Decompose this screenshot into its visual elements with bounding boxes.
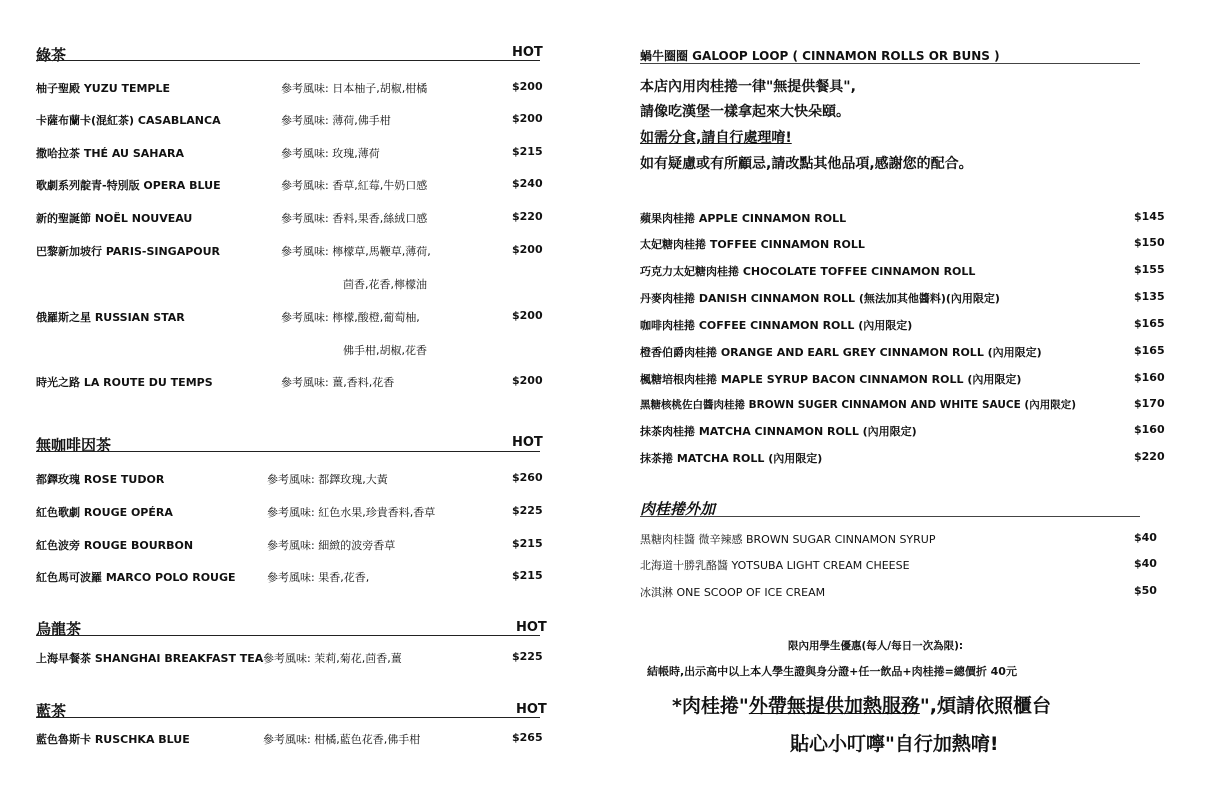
note-line: 如需分食,請自行處理唷! <box>640 130 792 146</box>
menu-item-price: $215 <box>512 537 543 550</box>
takeout-notice-prefix: *肉桂捲" <box>672 695 749 717</box>
menu-item-flavor: 參考風味: 細緻的波旁香草 <box>267 539 396 552</box>
hot-label: HOT <box>516 620 547 635</box>
addon-item-name: 黑糖肉桂醬 微辛辣感 BROWN SUGAR CINNAMON SYRUP <box>640 533 936 546</box>
takeout-notice-line2: 貼心小叮嚀"自行加熱唷! <box>790 733 999 755</box>
roll-item-price: $150 <box>1134 236 1165 249</box>
hot-label: HOT <box>512 45 543 60</box>
roll-item-name: 蘋果肉桂捲 APPLE CINNAMON ROLL <box>640 212 847 225</box>
hot-label: HOT <box>512 435 543 450</box>
menu-item-name: 卡薩布蘭卡(混紅茶) CASABLANCA <box>36 114 221 127</box>
menu-item-name: 新的聖誕節 NOËL NOUVEAU <box>36 212 193 225</box>
menu-item-flavor: 參考風味: 玫瑰,薄荷 <box>281 147 380 160</box>
menu-item-flavor: 參考風味: 紅色水果,珍貴香料,香草 <box>267 506 436 519</box>
menu-item-name: 藍色魯斯卡 RUSCHKA BLUE <box>36 733 190 746</box>
menu-item-price: $215 <box>512 569 543 582</box>
menu-item-flavor: 參考風味: 薑,香料,花香 <box>281 376 395 389</box>
roll-item-name: 楓糖培根肉桂捲 MAPLE SYRUP BACON CINNAMON ROLL (內用限定) <box>640 373 1022 386</box>
takeout-notice-underlined: 外帶無提供加熱服務 <box>748 695 920 717</box>
roll-item-price: $160 <box>1134 371 1165 384</box>
student-offer-title: 限內用學生優惠(每人/每日一次為限): <box>788 640 964 652</box>
menu-item-flavor: 參考風味: 薄荷,佛手柑 <box>281 114 391 127</box>
section-title-addons: 肉桂捲外加 <box>640 500 716 518</box>
menu-item-price: $225 <box>512 504 543 517</box>
menu-item-flavor: 參考風味: 日本柚子,胡椒,柑橘 <box>281 82 428 95</box>
roll-item-name: 太妃糖肉桂捲 TOFFEE CINNAMON ROLL <box>640 238 865 251</box>
addon-item-price: $40 <box>1134 557 1157 570</box>
menu-item-price: $220 <box>512 210 543 223</box>
menu-item-name: 紅色馬可波羅 MARCO POLO ROUGE <box>36 571 236 584</box>
roll-item-price: $170 <box>1134 397 1165 410</box>
section-title-cinnamon-rolls: 蝸牛圈圈 GALOOP LOOP ( CINNAMON ROLLS OR BUNS ) <box>640 49 1000 63</box>
menu-item-flavor: 參考風味: 檸檬,酸橙,葡萄柚, <box>281 311 420 324</box>
takeout-notice-suffix: ",煩請依照櫃台 <box>919 695 1051 717</box>
menu-item-name: 都鐸玫瑰 ROSE TUDOR <box>36 473 165 486</box>
section-rule <box>36 451 540 452</box>
menu-item-name: 撒哈拉茶 THÉ AU SAHARA <box>36 147 184 160</box>
hot-label: HOT <box>516 702 547 717</box>
addon-item-name: 北海道十勝乳酪醬 YOTSUBA LIGHT CREAM CHEESE <box>640 559 910 572</box>
section-rule <box>36 635 540 636</box>
menu-item-flavor: 參考風味: 都鐸玫瑰,大黃 <box>267 473 388 486</box>
menu-item-flavor: 參考風味: 茉莉,菊花,茴香,薑 <box>263 652 402 665</box>
menu-item-name: 巴黎新加坡行 PARIS-SINGAPOUR <box>36 245 221 258</box>
note-line: 本店內用肉桂捲一律"無提供餐具", <box>640 79 856 95</box>
menu-item-name: 紅色波旁 ROUGE BOURBON <box>36 539 194 552</box>
menu-item-flavor: 參考風味: 果香,花香, <box>267 571 370 584</box>
addon-item-price: $40 <box>1134 531 1157 544</box>
roll-item-price: $165 <box>1134 317 1165 330</box>
menu-item-flavor: 參考風味: 檸檬草,馬鞭草,薄荷, <box>281 245 431 258</box>
addon-item-name: 冰淇淋 ONE SCOOP OF ICE CREAM <box>640 586 826 599</box>
section-rule <box>640 63 1140 64</box>
roll-item-name: 黑糖核桃佐白醬肉桂捲 BROWN SUGER CINNAMON AND WHITE SAUCE (內用限定) <box>640 399 1077 411</box>
roll-item-price: $155 <box>1134 263 1165 276</box>
roll-item-name: 抹茶捲 MATCHA ROLL (內用限定) <box>640 452 823 465</box>
roll-item-price: $145 <box>1134 210 1165 223</box>
roll-item-name: 巧克力太妃糖肉桂捲 CHOCOLATE TOFFEE CINNAMON ROLL <box>640 265 976 278</box>
menu-item-price: $200 <box>512 243 543 256</box>
menu-item-flavor-cont: 茴香,花香,檸檬油 <box>343 278 427 291</box>
menu-item-name: 歌劇系列靛青-特別版 OPERA BLUE <box>36 179 221 192</box>
addon-item-price: $50 <box>1134 584 1157 597</box>
menu-item-name: 時光之路 LA ROUTE DU TEMPS <box>36 376 213 389</box>
section-title-green-tea: 綠茶 <box>36 46 67 64</box>
menu-item-flavor: 參考風味: 柑橘,藍色花香,佛手柑 <box>263 733 421 746</box>
section-title-blue-tea: 藍茶 <box>36 702 67 720</box>
roll-item-name: 抹茶肉桂捲 MATCHA CINNAMON ROLL (內用限定) <box>640 425 917 438</box>
menu-item-flavor: 參考風味: 香料,果香,絲絨口感 <box>281 212 428 225</box>
roll-item-price: $165 <box>1134 344 1165 357</box>
menu-item-name: 上海早餐茶 SHANGHAI BREAKFAST TEA <box>36 652 264 665</box>
note-line: 請像吃漢堡一樣拿起來大快朵頤。 <box>640 104 850 120</box>
section-rule <box>36 60 540 61</box>
menu-item-price: $260 <box>512 471 543 484</box>
section-title-oolong-tea: 烏龍茶 <box>36 620 82 638</box>
menu-item-price: $200 <box>512 309 543 322</box>
section-rule <box>36 717 540 718</box>
roll-item-price: $160 <box>1134 423 1165 436</box>
section-title-decaf-tea: 無咖啡因茶 <box>36 436 112 454</box>
menu-item-price: $200 <box>512 374 543 387</box>
roll-item-name: 咖啡肉桂捲 COFFEE CINNAMON ROLL (內用限定) <box>640 319 913 332</box>
menu-item-price: $215 <box>512 145 543 158</box>
roll-item-name: 丹麥肉桂捲 DANISH CINNAMON ROLL (無法加其他醬料)(內用限定) <box>640 292 1000 305</box>
section-rule <box>640 516 1140 517</box>
menu-item-name: 紅色歌劇 ROUGE OPÉRA <box>36 506 173 519</box>
student-offer-text: 結帳時,出示高中以上本人學生證與身分證+任一飲品+肉桂捲=總價折 40元 <box>647 665 1017 678</box>
menu-item-name: 柚子聖殿 YUZU TEMPLE <box>36 82 171 95</box>
menu-item-price: $240 <box>512 177 543 190</box>
roll-item-price: $135 <box>1134 290 1165 303</box>
menu-item-flavor-cont: 佛手柑,胡椒,花香 <box>343 344 427 357</box>
menu-item-flavor: 參考風味: 香草,紅莓,牛奶口感 <box>281 179 428 192</box>
menu-item-name: 俄羅斯之星 RUSSIAN STAR <box>36 311 185 324</box>
takeout-notice-line1 <box>672 691 1051 718</box>
roll-item-name: 橙香伯爵肉桂捲 ORANGE AND EARL GREY CINNAMON ROLL (內用限定) <box>640 346 1042 359</box>
menu-item-price: $265 <box>512 731 543 744</box>
roll-item-price: $220 <box>1134 450 1165 463</box>
menu-item-price: $200 <box>512 80 543 93</box>
note-line: 如有疑慮或有所顧忌,請改點其他品項,感謝您的配合。 <box>640 156 973 172</box>
menu-item-price: $225 <box>512 650 543 663</box>
menu-item-price: $200 <box>512 112 543 125</box>
